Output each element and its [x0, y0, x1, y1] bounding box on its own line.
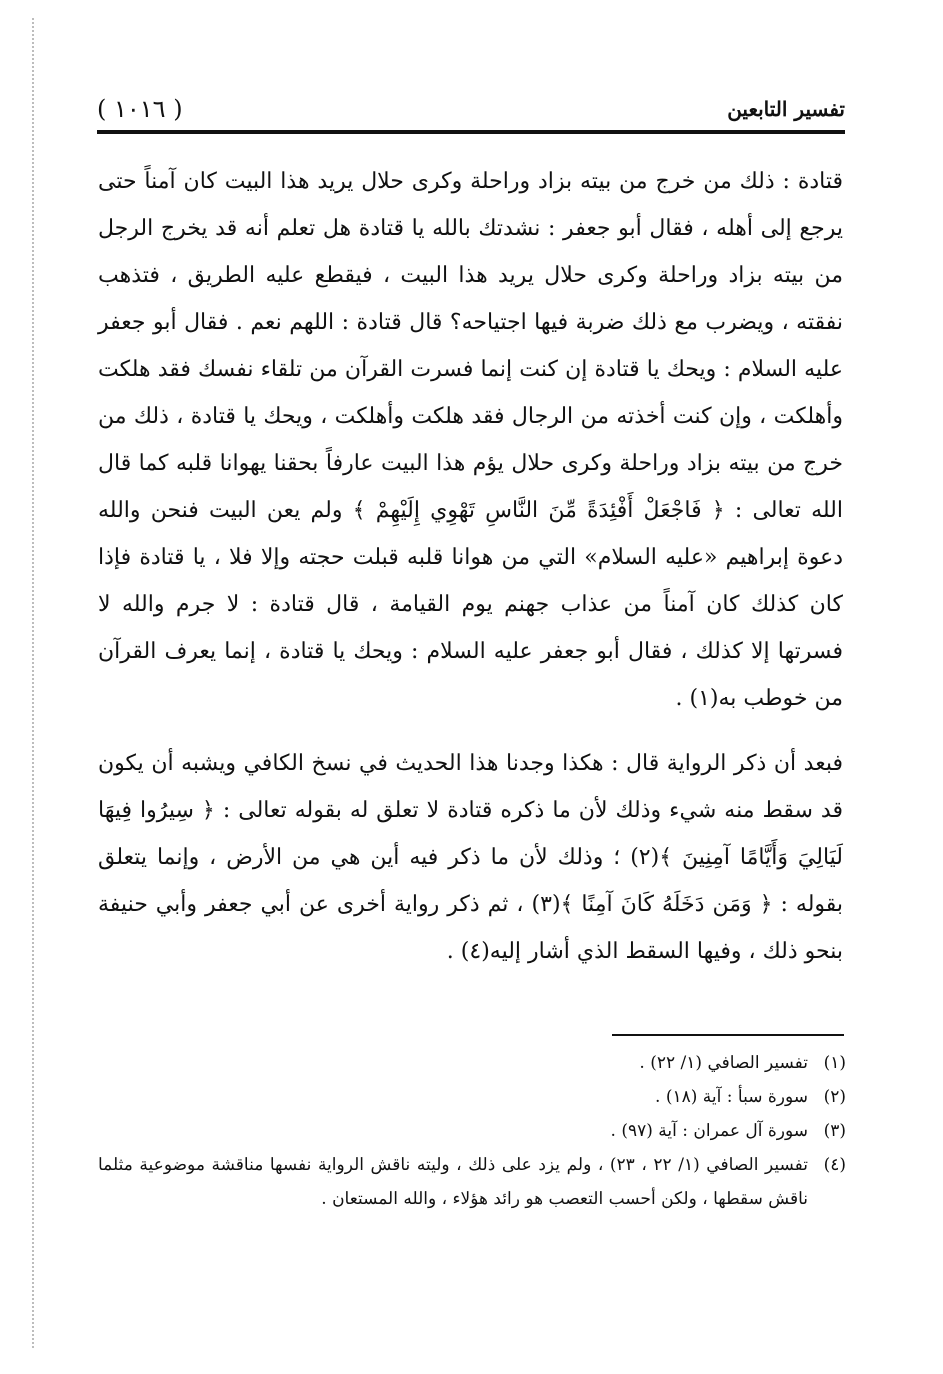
paragraph-2: فبعد أن ذكر الرواية قال : هكذا وجدنا هذا الحديث في نسخ الكافي ويشبه أن يكون قد سقط منه شيء وذلك لأن ما ذكره قتادة لا تعلق له بقوله تعالى : ﴿ سِيرُوا فِيهَا لَيَالِيَ وَأَيَّامًا آمِنِينَ ﴾(٢) ؛ وذلك لأن ما ذكر فيه أين هي من الأرض ، وإنما يتعلق بقوله : ﴿ وَمَن دَخَلَهُ كَانَ آمِنًا ﴾(٣) ، ثم ذكر رواية أخرى عن أبي جعفر وأبي حنيفة بنحو ذلك ، وفيها السقط الذي أشار إليه(٤) . [98, 751, 844, 964]
footnote-3 [98, 1114, 846, 1148]
footnote-1 [98, 1046, 846, 1080]
footnote-text: سورة سبأ : آية (١٨) . [655, 1087, 808, 1107]
footnote-number: (٤) [823, 1155, 846, 1175]
page-header [97, 95, 845, 135]
footnotes [98, 1046, 846, 1216]
footnote-text: تفسير الصافي (١/ ٢٢) . [639, 1053, 808, 1073]
running-title: تفسير التابعين [727, 97, 845, 121]
footnote-separator [612, 1034, 844, 1036]
footnote-text: تفسير الصافي (١/ ٢٢ ، ٢٣) ، ولم يزد على ذلك ، وليته ناقش الرواية نفسها مناقشة موضوعية مثلما ناقش سقطها ، ولكن أحسب التعصب هو رائد هؤلاء ، والله المستعان . [98, 1155, 808, 1209]
footnote-number: (٢) [823, 1087, 846, 1107]
footnote-number: (١) [823, 1053, 846, 1073]
paragraph-1: قتادة : ذلك من خرج من بيته بزاد وراحلة وكرى حلال يريد هذا البيت كان آمناً حتى يرجع إلى أهله ، فقال أبو جعفر : نشدتك بالله يا قتادة هل تعلم أنه قد يخرج الرجل من بيته بزاد وراحلة وكرى حلال يريد هذا البيت ، فيقطع عليه الطريق ، فتذهب نفقته ، ويضرب مع ذلك ضربة فيها اجتياحه؟ قال قتادة : اللهم نعم . فقال أبو جعفر عليه السلام : ويحك يا قتادة إن كنت إنما فسرت القرآن من تلقاء نفسك فقد هلكت وأهلكت ، وإن كنت أخذته من الرجال فقد هلكت وأهلكت ، ويحك يا قتادة ، ذلك من خرج من بيته بزاد وراحلة وكرى حلال يؤم هذا البيت عارفاً بحقنا يهوانا قلبه كما قال الله تعالى : ﴿ فَاجْعَلْ أَفْئِدَةً مِّنَ النَّاسِ تَهْوِي إِلَيْهِمْ ﴾ ولم يعن البيت فنحن والله دعوة إبراهيم «عليه السلام» التي من هوانا قلبه قبلت حجته وإلا فلا ، يا قتادة فإذا كان كذلك كان آمناً من عذاب جهنم يوم القيامة ، قال قتادة : لا جرم والله لا فسرتها إلا كذلك ، فقال أبو جعفر عليه السلام : ويحك يا قتادة ، إنما يعرف القرآن من خوطب به(١) . [98, 169, 843, 711]
scan-margin-dots [32, 18, 34, 1348]
footnote-number: (٣) [823, 1121, 846, 1141]
footnote-text: سورة آل عمران : آية (٩٧) . [610, 1121, 808, 1141]
page-number: ( ١٠١٦ ) [97, 95, 183, 123]
main-text [98, 158, 843, 975]
footnote-4 [98, 1148, 846, 1216]
header-rule [97, 130, 845, 134]
footnote-2 [98, 1080, 846, 1114]
